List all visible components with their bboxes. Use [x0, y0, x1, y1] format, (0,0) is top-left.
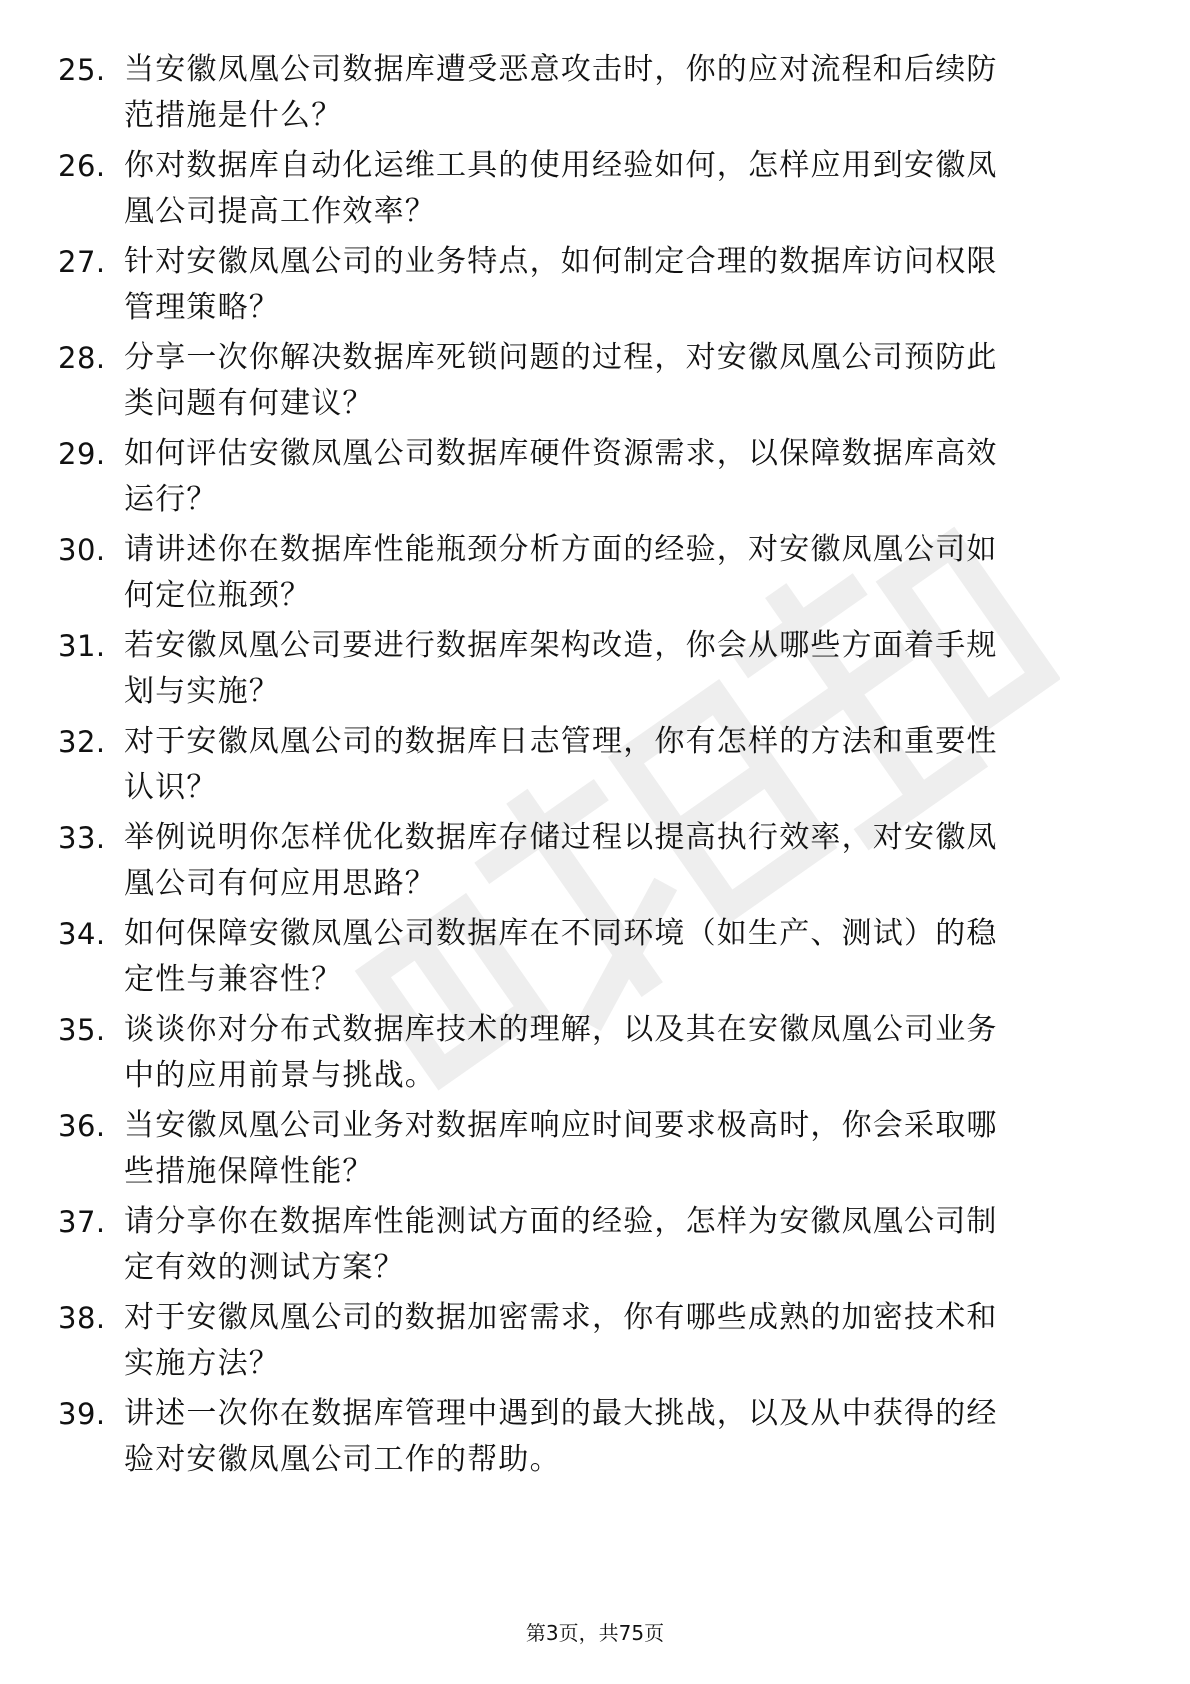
- question-text: [124, 47, 1114, 139]
- question-text-line: 如何保障安徽凤凰公司数据库在不同环境（如生产、测试）的稳: [124, 916, 998, 951]
- question-item: [0, 719, 1190, 819]
- question-text-line: 定有效的测试方案？: [124, 1250, 405, 1285]
- question-item: [0, 1295, 1190, 1395]
- question-text: [124, 431, 1114, 523]
- question-text-line: 范措施是什么？: [124, 98, 343, 133]
- question-text-line: 划与实施？: [124, 674, 280, 709]
- question-number: 27.: [58, 245, 106, 279]
- question-number: 25.: [58, 53, 106, 87]
- question-item: [0, 1007, 1190, 1107]
- question-text-line: 若安徽凤凰公司要进行数据库架构改造，你会从哪些方面着手规: [124, 628, 998, 663]
- question-text-line: 类问题有何建议？: [124, 386, 374, 421]
- question-text: [124, 1007, 1114, 1099]
- question-text-line: 分享一次你解决数据库死锁问题的过程，对安徽凤凰公司预防此: [124, 340, 998, 375]
- question-item: [0, 239, 1190, 339]
- question-item: [0, 623, 1190, 723]
- question-text-line: 对于安徽凤凰公司的数据加密需求，你有哪些成熟的加密技术和: [124, 1300, 998, 1335]
- question-text-line: 凰公司提高工作效率？: [124, 194, 436, 229]
- question-number: 36.: [58, 1109, 106, 1143]
- question-item: [0, 143, 1190, 243]
- question-text-line: 你对数据库自动化运维工具的使用经验如何，怎样应用到安徽凤: [124, 148, 998, 183]
- question-item: [0, 1199, 1190, 1299]
- question-number: 30.: [58, 533, 106, 567]
- question-text: [124, 1295, 1114, 1387]
- question-text: [124, 1391, 1114, 1483]
- page-footer: [0, 1619, 1190, 1647]
- question-text: [124, 335, 1114, 427]
- question-item: [0, 1391, 1190, 1491]
- question-text-line: 定性与兼容性？: [124, 962, 343, 997]
- question-text-line: 管理策略？: [124, 290, 280, 325]
- question-text-line: 谈谈你对分布式数据库技术的理解，以及其在安徽凤凰公司业务: [124, 1012, 998, 1047]
- question-text-line: 当安徽凤凰公司业务对数据库响应时间要求极高时，你会采取哪: [124, 1108, 998, 1143]
- question-text-line: 如何评估安徽凤凰公司数据库硬件资源需求，以保障数据库高效: [124, 436, 998, 471]
- question-text-line: 运行？: [124, 482, 218, 517]
- question-number: 39.: [58, 1397, 106, 1431]
- question-text: [124, 623, 1114, 715]
- question-item: [0, 911, 1190, 1011]
- question-number: 31.: [58, 629, 106, 663]
- question-item: [0, 47, 1190, 147]
- question-text: [124, 143, 1114, 235]
- question-text-line: 针对安徽凤凰公司的业务特点，如何制定合理的数据库访问权限: [124, 244, 998, 279]
- question-text-line: 验对安徽凤凰公司工作的帮助。: [124, 1442, 561, 1477]
- question-text-line: 些措施保障性能？: [124, 1154, 374, 1189]
- question-text: [124, 719, 1114, 811]
- question-text: [124, 239, 1114, 331]
- question-text: [124, 1103, 1114, 1195]
- question-text-line: 请分享你在数据库性能测试方面的经验，怎样为安徽凤凰公司制: [124, 1204, 998, 1239]
- question-text-line: 认识？: [124, 770, 218, 805]
- question-text-line: 对于安徽凤凰公司的数据库日志管理，你有怎样的方法和重要性: [124, 724, 998, 759]
- question-text-line: 举例说明你怎样优化数据库存储过程以提高执行效率，对安徽凤: [124, 820, 998, 855]
- question-text: [124, 1199, 1114, 1291]
- question-number: 28.: [58, 341, 106, 375]
- question-item: [0, 1103, 1190, 1203]
- question-number: 34.: [58, 917, 106, 951]
- question-number: 37.: [58, 1205, 106, 1239]
- question-item: [0, 527, 1190, 627]
- question-item: [0, 431, 1190, 531]
- question-text-line: 中的应用前景与挑战。: [124, 1058, 436, 1093]
- page-number-label: 第3页，共75页: [525, 1621, 665, 1645]
- question-item: [0, 335, 1190, 435]
- question-number: 35.: [58, 1013, 106, 1047]
- question-text-line: 凰公司有何应用思路？: [124, 866, 436, 901]
- question-text-line: 实施方法？: [124, 1346, 280, 1381]
- question-text: [124, 911, 1114, 1003]
- question-text-line: 当安徽凤凰公司数据库遭受恶意攻击时，你的应对流程和后续防: [124, 52, 998, 87]
- question-text-line: 请讲述你在数据库性能瓶颈分析方面的经验，对安徽凤凰公司如: [124, 532, 998, 567]
- question-number: 38.: [58, 1301, 106, 1335]
- question-text-line: 讲述一次你在数据库管理中遇到的最大挑战，以及从中获得的经: [124, 1396, 998, 1431]
- question-number: 32.: [58, 725, 106, 759]
- question-number: 33.: [58, 821, 106, 855]
- question-text: [124, 527, 1114, 619]
- question-text-line: 何定位瓶颈？: [124, 578, 312, 613]
- question-text: [124, 815, 1114, 907]
- question-number: 26.: [58, 149, 106, 183]
- question-item: [0, 815, 1190, 915]
- question-number: 29.: [58, 437, 106, 471]
